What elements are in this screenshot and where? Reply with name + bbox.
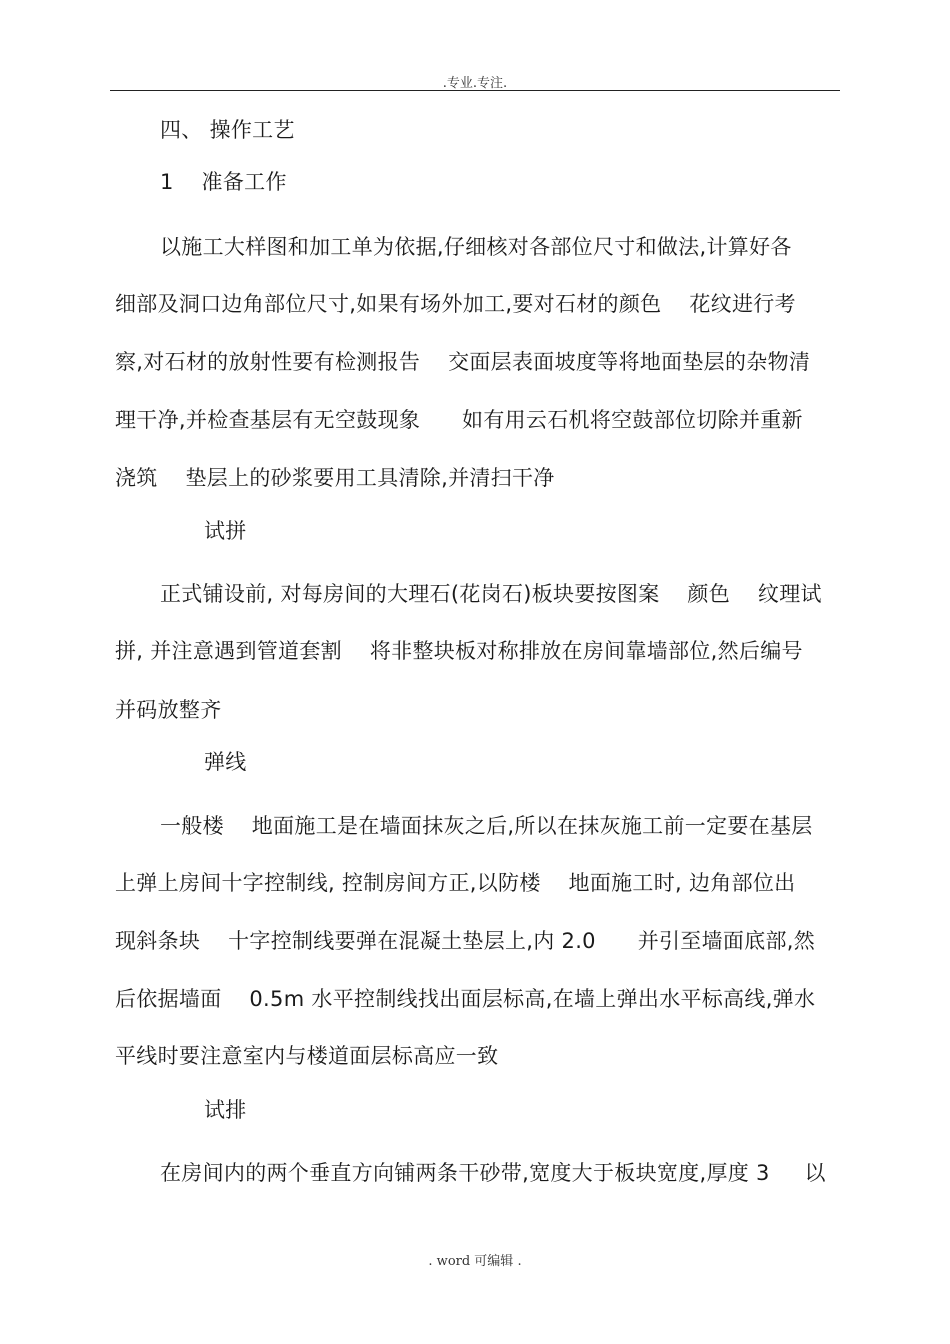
section-heading: 四、 操作工艺 — [160, 118, 295, 142]
paragraph-line: 拼, 并注意遇到管道套割 将非整块板对称排放在房间靠墙部位,然后编号 — [115, 639, 803, 663]
paragraph-line: 正式铺设前, 对每房间的大理石(花岗石)板块要按图案 颜色 纹理试 — [160, 582, 822, 606]
paragraph-line: 浇筑 垫层上的砂浆要用工具清除,并清扫干净 — [115, 466, 555, 490]
subsection-heading: 1 准备工作 — [160, 170, 287, 194]
paragraph-line: 现斜条块 十字控制线要弹在混凝土垫层上,内 2.0 并引至墙面底部,然 — [115, 929, 816, 953]
paragraph-line: 上弹上房间十字控制线, 控制房间方正,以防楼 地面施工时, 边角部位出 — [115, 871, 796, 895]
paragraph-line: 并码放整齐 — [115, 698, 222, 722]
paragraph-line: 以施工大样图和加工单为依据,仔细核对各部位尺寸和做法,计算好各 — [160, 235, 792, 259]
subsection-heading: 试排 — [204, 1098, 247, 1122]
paragraph-line: 理干净,并检查基层有无空鼓现象 如有用云石机将空鼓部位切除并重新 — [115, 408, 803, 432]
page-header: .专业.专注. — [442, 76, 508, 91]
paragraph-line: 后依据墙面 0.5m 水平控制线找出面层标高,在墙上弹出水平标高线,弹水 — [115, 987, 816, 1011]
header-divider — [110, 90, 840, 91]
paragraph-line: 察,对石材的放射性要有检测报告 交面层表面坡度等将地面垫层的杂物清 — [115, 350, 811, 374]
page-footer: . word 可编辑 . — [428, 1254, 522, 1269]
paragraph-line: 一般楼 地面施工是在墙面抹灰之后,所以在抹灰施工前一定要在基层 — [160, 814, 813, 838]
paragraph-line: 细部及洞口边角部位尺寸,如果有场外加工,要对石材的颜色 花纹进行考 — [115, 292, 796, 316]
subsection-heading: 弹线 — [204, 750, 247, 774]
paragraph-line: 平线时要注意室内与楼道面层标高应一致 — [115, 1044, 499, 1068]
subsection-heading: 试拼 — [204, 519, 247, 543]
paragraph-line: 在房间内的两个垂直方向铺两条干砂带,宽度大于板块宽度,厚度 3 以 — [160, 1161, 826, 1185]
